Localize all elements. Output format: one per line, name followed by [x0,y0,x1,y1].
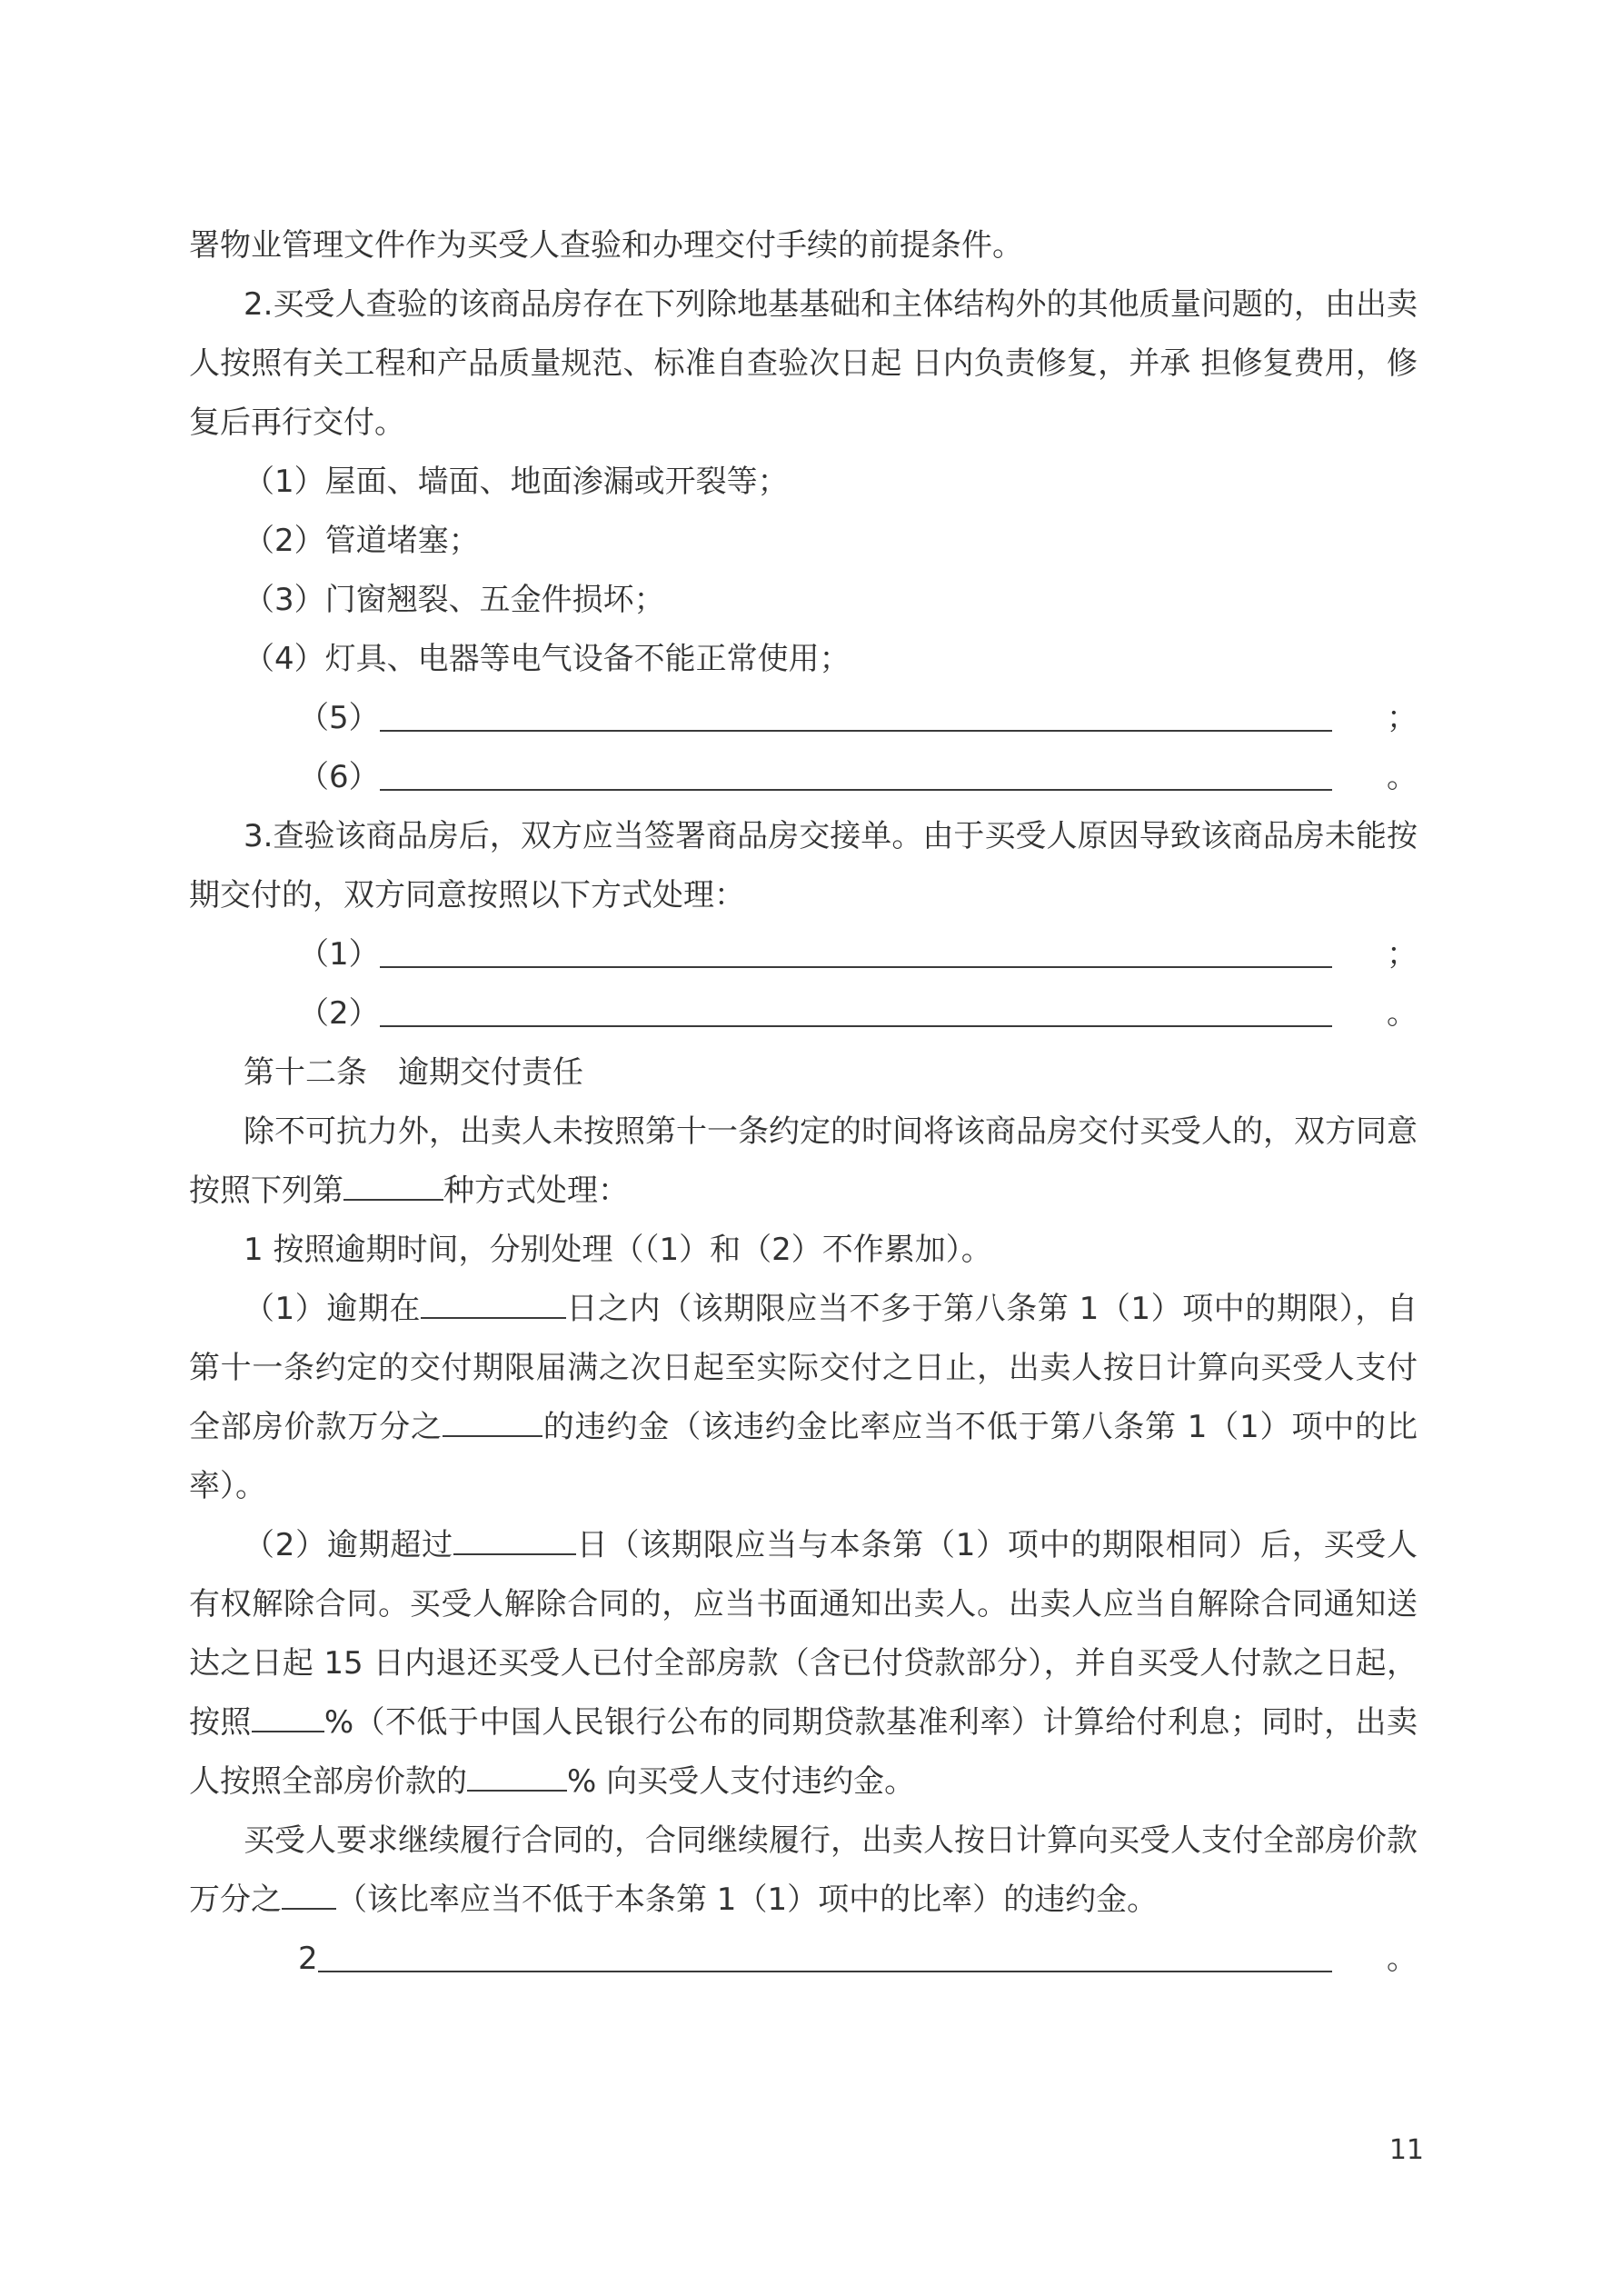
text-run: ； [1387,700,1418,736]
blank-field [380,966,1332,968]
text-run: 除不可抗力外，出卖人未按照第十一条约定的时间将该商品房交付买受人的，双方同意按照下列第 [189,1113,1418,1209]
page-number: 11 [1388,2134,1424,2166]
text-run: 买受人要求继续履行合同的，合同继续履行，出卖人按日计算向买受人支付全部房价款万分之 [189,1822,1418,1918]
text-run: （3）门窗翘裂、五金件损坏； [244,582,665,618]
paragraph [189,984,1418,1043]
blank-field [380,730,1332,732]
paragraph [189,1221,1418,1280]
blank-field [380,1025,1332,1027]
paragraph [189,512,1418,571]
text-run: （5） [298,700,380,736]
blank-field [282,1901,336,1910]
blank-field [467,1782,567,1792]
blank-field [343,1192,443,1201]
text-run: ； [1387,936,1418,973]
text-run: 。 [1387,759,1418,795]
paragraph [189,1103,1418,1221]
text-run: （4）灯具、电器等电气设备不能正常使用； [244,641,851,677]
blank-field [421,1310,566,1319]
blank-field [443,1428,542,1437]
paragraph [189,1280,1418,1516]
text-run: （1）逾期在 [244,1291,421,1327]
text-run: 署物业管理文件作为买受人查验和办理交付手续的前提条件。 [189,227,1023,264]
text-run: （2）管道堵塞； [244,523,480,559]
text-run: （6） [298,759,380,795]
text-run: （1）屋面、墙面、地面渗漏或开裂等； [244,464,789,500]
paragraph [189,1930,1418,1989]
paragraph [189,925,1418,984]
text-run: %（不低于中国人民银行公布的同期贷款基准利率）计算给付利息；同时，出卖人按照全部房价款的 [189,1704,1418,1800]
text-run: 的违约金（该违约金比率应当不低于第八条第 1（1）项中的比率）。 [189,1409,1418,1504]
paragraph [189,453,1418,512]
blank-field [252,1723,324,1732]
text-run: （1） [298,936,380,973]
paragraph [189,275,1418,453]
blank-field [380,789,1332,791]
text-run: 1 按照逾期时间，分别处理（（1）和（2）不作累加）。 [244,1232,992,1268]
paragraph [189,571,1418,630]
section-heading [189,1043,1418,1103]
text-run: 日之内（该期限应当不多于第八条第 1（1）项中的期限），自第十一条约定的交付期限届满之次日起至实际交付之日止，出卖人按日计算向买受人支付全部房价款万分之 [189,1291,1418,1445]
document-body [189,216,1418,1989]
text-run: 第十二条 逾期交付责任 [244,1054,583,1091]
paragraph [189,807,1418,925]
paragraph [189,1516,1418,1812]
text-run: 。 [1387,995,1418,1032]
blank-field [318,1971,1332,1972]
text-run: （该比率应当不低于本条第 1（1）项中的比率）的违约金。 [336,1882,1159,1918]
text-run: 3.查验该商品房后，双方应当签署商品房交接单。由于买受人原因导致该商品房未能按期交付的，双方同意按照以下方式处理： [189,818,1418,913]
paragraph [189,1812,1418,1930]
text-run: 2 [298,1941,318,1977]
text-run: 种方式处理： [443,1173,629,1209]
paragraph [189,689,1418,748]
paragraph [189,748,1418,807]
blank-field [453,1546,576,1555]
paragraph [189,630,1418,689]
text-run: 。 [1387,1941,1418,1977]
text-run: （2）逾期超过 [244,1527,453,1563]
text-run: 2.买受人查验的该商品房存在下列除地基基础和主体结构外的其他质量问题的，由出卖人按照有关工程和产品质量规范、标准自查验次日起 日内负责修复，并承 担修复费用，修复后再行交付。 [189,286,1418,441]
text-run: 日（该期限应当与本条第（1）项中的期限相同）后，买受人有权解除合同。买受人解除合同的，应当书面通知出卖人。出卖人应当自解除合同通知送达之日起 15 日内退还买受人已付全部房款（含已付贷款部分），并自买受人付款之日起，按照 [189,1527,1418,1741]
text-run: % 向买受人支付违约金。 [567,1763,916,1800]
paragraph [189,216,1418,275]
text-run: （2） [298,995,380,1032]
